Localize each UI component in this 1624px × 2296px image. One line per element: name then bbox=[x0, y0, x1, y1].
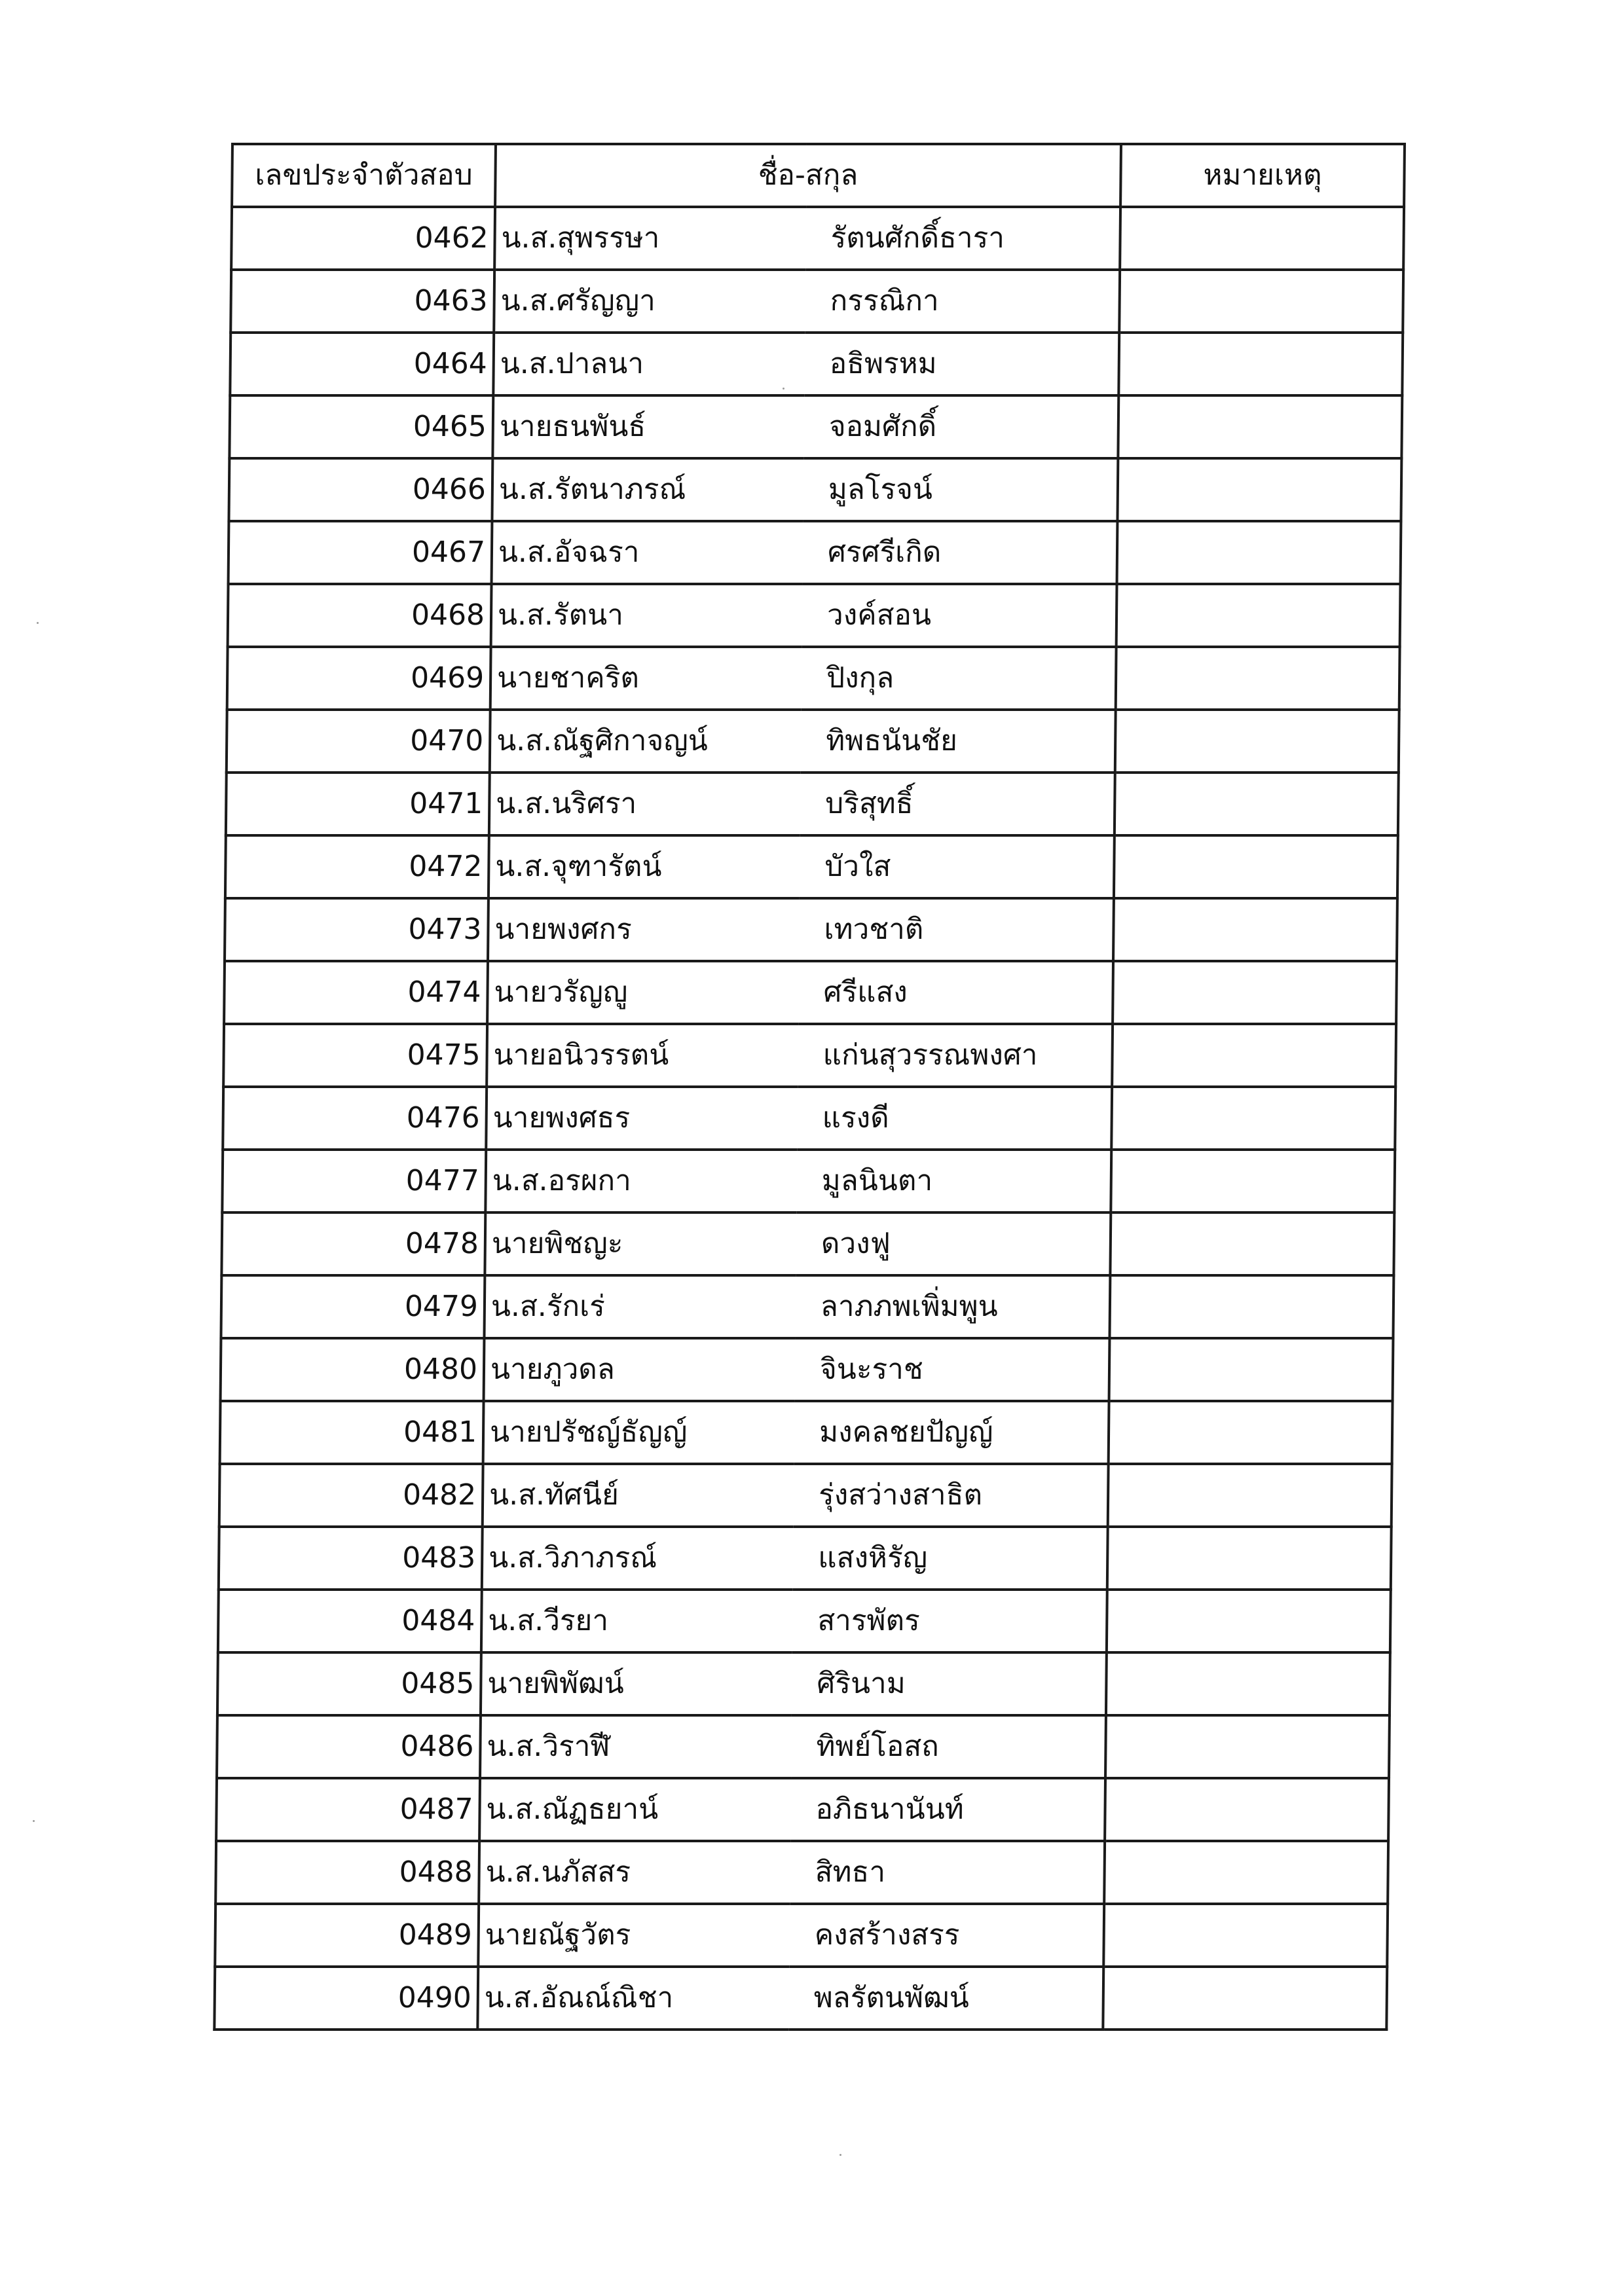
remarks-cell bbox=[1108, 1464, 1392, 1527]
exam-id-cell: 0464 bbox=[230, 333, 494, 395]
last-name-cell: รุ่งสว่างสาธิต bbox=[794, 1464, 1109, 1527]
last-name-cell: ลาภภพเพิ่มพูน bbox=[795, 1275, 1110, 1338]
last-name-cell: แก่นสุวรรณพงศา bbox=[798, 1024, 1113, 1087]
first-name-cell: นายอนิวรรตน์ bbox=[487, 1024, 798, 1087]
remarks-cell bbox=[1104, 1841, 1388, 1904]
table-row bbox=[229, 458, 1401, 521]
exam-id-cell: 0482 bbox=[219, 1464, 483, 1527]
table-row bbox=[218, 1590, 1391, 1652]
table-row bbox=[225, 835, 1398, 898]
exam-id-cell: 0462 bbox=[231, 207, 495, 270]
first-name-cell: นายพงศธร bbox=[486, 1087, 798, 1150]
exam-id-cell: 0479 bbox=[221, 1275, 485, 1338]
remarks-cell bbox=[1105, 1715, 1390, 1778]
first-name-cell: นายพงศกร bbox=[488, 898, 800, 961]
remarks-cell bbox=[1111, 1150, 1395, 1212]
first-name-cell: นายธนพันธ์ bbox=[492, 395, 804, 458]
header-exam-id: เลขประจำตัวสอบ bbox=[232, 144, 496, 207]
first-name-cell: น.ส.ปาลนา bbox=[493, 333, 805, 395]
exam-id-cell: 0467 bbox=[229, 521, 492, 584]
remarks-cell bbox=[1107, 1527, 1392, 1590]
table-row bbox=[226, 773, 1399, 835]
table-row bbox=[217, 1715, 1390, 1778]
table-row bbox=[219, 1527, 1392, 1590]
remarks-cell bbox=[1113, 898, 1397, 961]
remarks-cell bbox=[1106, 1652, 1390, 1715]
remarks-cell bbox=[1103, 1904, 1388, 1967]
last-name-cell: แรงดี bbox=[797, 1087, 1112, 1150]
first-name-cell: น.ส.รัตนาภรณ์ bbox=[492, 458, 803, 521]
first-name-cell: น.ส.จุฑารัตน์ bbox=[489, 835, 800, 898]
table-body bbox=[214, 207, 1404, 2030]
last-name-cell: บริสุทธิ์ bbox=[800, 773, 1115, 835]
table-row bbox=[221, 1275, 1393, 1338]
last-name-cell: ทิพย์โอสถ bbox=[791, 1715, 1106, 1778]
last-name-cell: พลรัตนพัฒน์ bbox=[788, 1967, 1103, 2030]
table-row bbox=[221, 1338, 1393, 1401]
table-row bbox=[231, 270, 1403, 333]
table-row bbox=[230, 333, 1403, 395]
first-name-cell: น.ส.รัตนา bbox=[491, 584, 803, 647]
remarks-cell bbox=[1109, 1275, 1393, 1338]
exam-id-cell: 0481 bbox=[220, 1401, 484, 1464]
remarks-cell bbox=[1114, 835, 1398, 898]
last-name-cell: กรรณิกา bbox=[805, 270, 1120, 333]
first-name-cell: นายพิพัฒน์ bbox=[481, 1652, 792, 1715]
last-name-cell: ปิงกุล bbox=[802, 647, 1116, 710]
first-name-cell: น.ส.รักเร่ bbox=[484, 1275, 796, 1338]
first-name-cell: น.ส.นภัสสร bbox=[479, 1841, 790, 1904]
remarks-cell bbox=[1117, 521, 1401, 584]
first-name-cell: นายณัฐวัตร bbox=[478, 1904, 790, 1967]
first-name-cell: น.ส.อัจฉรา bbox=[492, 521, 803, 584]
exam-id-cell: 0486 bbox=[217, 1715, 481, 1778]
last-name-cell: จอมศักดิ์ bbox=[803, 395, 1118, 458]
table-row bbox=[221, 1212, 1394, 1275]
last-name-cell: มูลโรจน์ bbox=[803, 458, 1118, 521]
table-header bbox=[232, 144, 1405, 207]
table-row bbox=[217, 1652, 1390, 1715]
remarks-cell bbox=[1110, 1212, 1394, 1275]
scan-speck bbox=[33, 1820, 35, 1822]
exam-id-cell: 0476 bbox=[223, 1087, 487, 1150]
first-name-cell: น.ส.ทัศนีย์ bbox=[483, 1464, 794, 1527]
exam-id-cell: 0470 bbox=[227, 710, 490, 773]
remarks-cell bbox=[1107, 1590, 1391, 1652]
exam-id-cell: 0487 bbox=[216, 1778, 480, 1841]
table-row bbox=[215, 1841, 1388, 1904]
header-full-name: ชื่อ-สกุล bbox=[495, 144, 1121, 207]
exam-id-cell: 0478 bbox=[221, 1212, 485, 1275]
scan-speck bbox=[37, 622, 39, 624]
last-name-cell: ศรศรีเกิด bbox=[803, 521, 1118, 584]
first-name-cell: น.ส.นริศรา bbox=[489, 773, 801, 835]
table-row bbox=[216, 1778, 1389, 1841]
remarks-cell bbox=[1115, 773, 1399, 835]
last-name-cell: อธิพรหม bbox=[804, 333, 1119, 395]
table-row bbox=[229, 521, 1401, 584]
last-name-cell: อภิธนานันท์ bbox=[790, 1778, 1105, 1841]
remarks-cell bbox=[1115, 710, 1399, 773]
header-row bbox=[232, 144, 1405, 207]
table-row bbox=[227, 647, 1400, 710]
remarks-cell bbox=[1113, 961, 1397, 1024]
table-row bbox=[225, 898, 1397, 961]
table-row bbox=[219, 1464, 1392, 1527]
remarks-cell bbox=[1116, 647, 1400, 710]
scan-speck bbox=[840, 2154, 841, 2156]
first-name-cell: น.ส.วิภาภรณ์ bbox=[482, 1527, 794, 1590]
table-row bbox=[228, 584, 1401, 647]
last-name-cell: คงสร้างสรร bbox=[789, 1904, 1104, 1967]
exam-id-cell: 0471 bbox=[226, 773, 490, 835]
remarks-cell bbox=[1120, 207, 1404, 270]
last-name-cell: ศรีแสง bbox=[798, 961, 1113, 1024]
table-row bbox=[227, 710, 1399, 773]
first-name-cell: นายพิชญะ bbox=[485, 1212, 796, 1275]
remarks-cell bbox=[1112, 1024, 1396, 1087]
exam-id-cell: 0488 bbox=[215, 1841, 479, 1904]
table-row bbox=[223, 1024, 1396, 1087]
exam-id-cell: 0475 bbox=[223, 1024, 487, 1087]
exam-id-cell: 0468 bbox=[228, 584, 492, 647]
header-remarks: หมายเหตุ bbox=[1120, 144, 1405, 207]
exam-id-cell: 0469 bbox=[227, 647, 491, 710]
exam-id-cell: 0485 bbox=[217, 1652, 481, 1715]
last-name-cell: สารพัตร bbox=[792, 1590, 1107, 1652]
table-row bbox=[220, 1401, 1393, 1464]
last-name-cell: เทวชาติ bbox=[799, 898, 1114, 961]
exam-id-cell: 0463 bbox=[231, 270, 494, 333]
table-row bbox=[215, 1904, 1388, 1967]
exam-id-cell: 0466 bbox=[229, 458, 492, 521]
exam-id-cell: 0489 bbox=[215, 1904, 479, 1967]
first-name-cell: น.ส.ณัฏธยาน์ bbox=[479, 1778, 791, 1841]
last-name-cell: ทิพธนันชัย bbox=[801, 710, 1116, 773]
exam-id-cell: 0465 bbox=[229, 395, 493, 458]
first-name-cell: นายวรัญญู bbox=[487, 961, 799, 1024]
exam-id-cell: 0483 bbox=[219, 1527, 483, 1590]
last-name-cell: สิทธา bbox=[790, 1841, 1105, 1904]
remarks-cell bbox=[1109, 1338, 1393, 1401]
remarks-cell bbox=[1118, 333, 1403, 395]
remarks-cell bbox=[1105, 1778, 1389, 1841]
table-row bbox=[214, 1967, 1387, 2030]
table-row bbox=[223, 1087, 1395, 1150]
last-name-cell: ศิรินาม bbox=[792, 1652, 1107, 1715]
exam-id-cell: 0490 bbox=[214, 1967, 478, 2030]
last-name-cell: มงคลชยปัญญ์ bbox=[794, 1401, 1109, 1464]
last-name-cell: รัตนศักดิ์ธารา bbox=[805, 207, 1120, 270]
exam-id-cell: 0474 bbox=[224, 961, 488, 1024]
remarks-cell bbox=[1111, 1087, 1395, 1150]
remarks-cell bbox=[1118, 395, 1402, 458]
first-name-cell: น.ส.วิราฬี bbox=[480, 1715, 792, 1778]
last-name-cell: บัวใส bbox=[800, 835, 1115, 898]
first-name-cell: น.ส.วีรยา bbox=[481, 1590, 793, 1652]
examinee-roster-table bbox=[213, 143, 1406, 2031]
first-name-cell: น.ส.อรผกา bbox=[485, 1150, 797, 1212]
remarks-cell bbox=[1117, 458, 1401, 521]
first-name-cell: น.ส.ณัฐศิกาจญน์ bbox=[490, 710, 802, 773]
table-row bbox=[224, 961, 1397, 1024]
exam-id-cell: 0480 bbox=[221, 1338, 485, 1401]
first-name-cell: น.ส.สุพรรษา bbox=[494, 207, 806, 270]
remarks-cell bbox=[1119, 270, 1403, 333]
remarks-cell bbox=[1109, 1401, 1393, 1464]
first-name-cell: นายปรัชญ์ธัญญ์ bbox=[483, 1401, 795, 1464]
first-name-cell: น.ส.ศรัญญา bbox=[494, 270, 805, 333]
last-name-cell: แสงหิรัญ bbox=[793, 1527, 1108, 1590]
last-name-cell: จินะราช bbox=[795, 1338, 1110, 1401]
first-name-cell: น.ส.อัณณ์ณิชา bbox=[477, 1967, 789, 2030]
last-name-cell: มูลนินตา bbox=[796, 1150, 1111, 1212]
table-row bbox=[231, 207, 1404, 270]
exam-id-cell: 0477 bbox=[222, 1150, 486, 1212]
first-name-cell: นายภูวดล bbox=[484, 1338, 796, 1401]
exam-id-cell: 0484 bbox=[218, 1590, 482, 1652]
table-row bbox=[222, 1150, 1395, 1212]
remarks-cell bbox=[1116, 584, 1401, 647]
exam-id-cell: 0472 bbox=[225, 835, 489, 898]
first-name-cell: นายชาคริต bbox=[490, 647, 802, 710]
exam-id-cell: 0473 bbox=[225, 898, 489, 961]
table-row bbox=[229, 395, 1402, 458]
remarks-cell bbox=[1103, 1967, 1387, 2030]
last-name-cell: วงค์สอน bbox=[802, 584, 1117, 647]
last-name-cell: ดวงฟู bbox=[796, 1212, 1111, 1275]
